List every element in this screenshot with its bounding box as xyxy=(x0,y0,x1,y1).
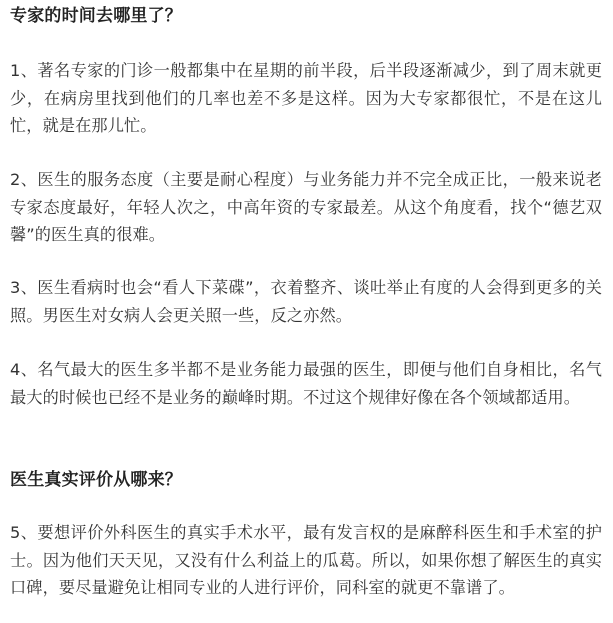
paragraph-1: 1、著名专家的门诊一般都集中在星期的前半段，后半段逐渐减少，到了周末就更少，在病房里找到他们的几率也差不多是这样。因为大专家都很忙，不是在这儿忙，就是在那儿忙。 xyxy=(10,61,602,135)
paragraph-4: 4、名气最大的医生多半都不是业务能力最强的医生，即便与他们自身相比，名气最大的时候也已经不是业务的巅峰时期。不过这个规律好像在各个领域都适用。 xyxy=(10,360,602,407)
section-heading-doctor-evaluation: 医生真实评价从哪来？ xyxy=(10,470,182,490)
paragraph-5: 5、要想评价外科医生的真实手术水平，最有发言权的是麻醉科医生和手术室的护士。因为他们天天见，又没有什么利益上的瓜葛。所以，如果你想了解医生的真实口碑，要尽量避免让相同专业的人进行评价，同科室的就更不靠谱了。 xyxy=(10,523,602,597)
paragraph-3: 3、医生看病时也会“看人下菜碟”，衣着整齐、谈吐举止有度的人会得到更多的关照。男医生对女病人会更关照一些，反之亦然。 xyxy=(10,278,602,325)
section-heading-experts-time: 专家的时间去哪里了？ xyxy=(10,6,182,26)
paragraph-2: 2、医生的服务态度（主要是耐心程度）与业务能力并不完全成正比，一般来说老专家态度最好，年轻人次之，中高年资的专家最差。从这个角度看，找个“德艺双馨”的医生真的很难。 xyxy=(10,170,602,244)
